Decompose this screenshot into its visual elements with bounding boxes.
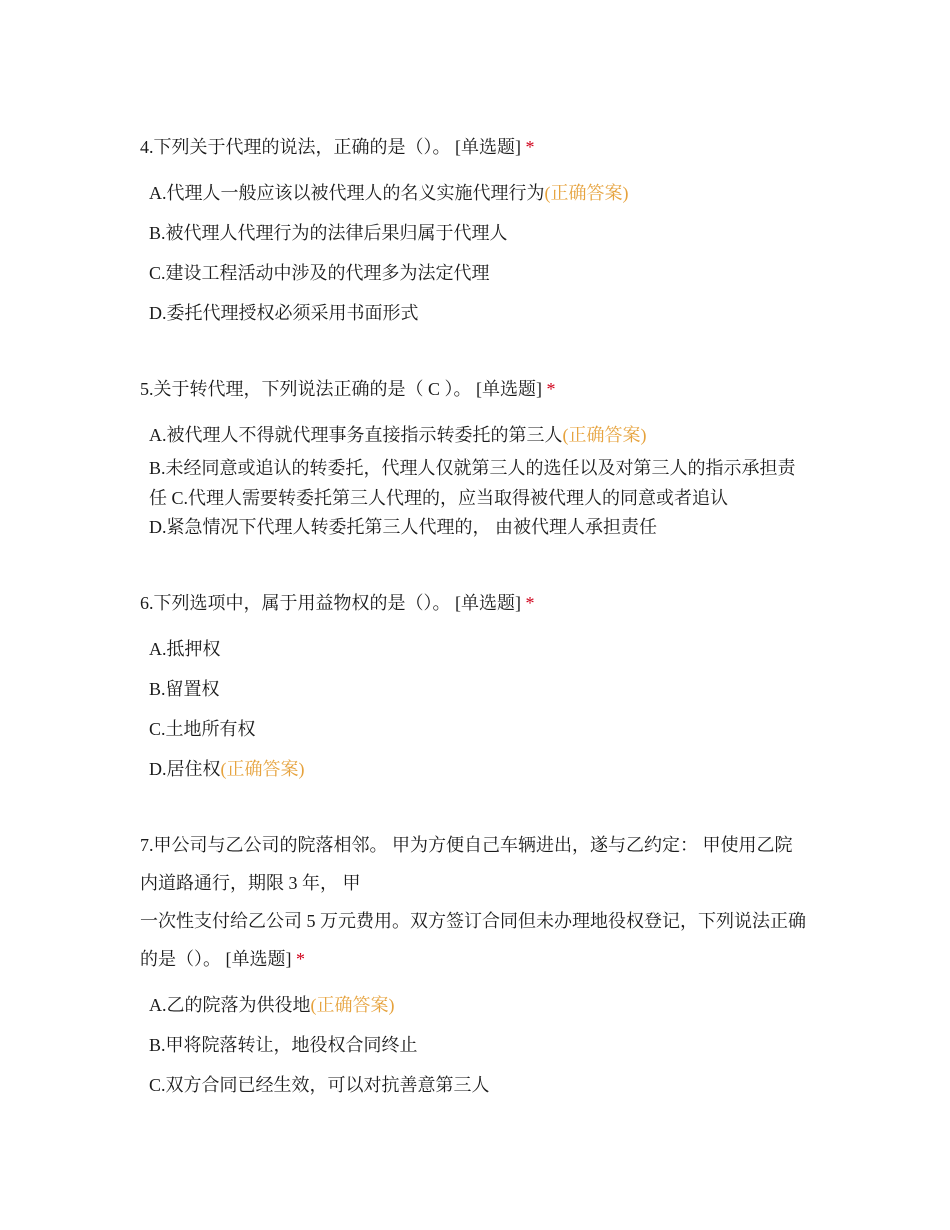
correct-answer-label: (正确答案) — [220, 759, 305, 779]
required-mark: * — [296, 949, 305, 969]
option-6d[interactable] — [149, 754, 819, 784]
option-6c[interactable] — [149, 714, 819, 744]
option-7c[interactable] — [149, 1070, 819, 1100]
option-4b[interactable] — [149, 218, 819, 248]
option-4d[interactable] — [149, 298, 819, 328]
question-6-title — [140, 584, 820, 622]
option-label: D.紧急情况下代理人转委托第三人代理的， 由被代理人承担责任 — [149, 517, 657, 537]
question-7-title-line2 — [140, 902, 820, 978]
option-label: D.居住权 — [149, 759, 221, 779]
option-7b[interactable] — [149, 1030, 819, 1060]
required-mark: * — [525, 137, 535, 157]
question-type-tag: [单选题] — [455, 137, 521, 157]
option-4a[interactable] — [149, 178, 819, 208]
question-type-tag: [单选题] — [225, 949, 292, 969]
correct-answer-label: (正确答案) — [310, 995, 395, 1015]
question-type-tag: [单选题] — [455, 593, 521, 613]
option-label: C.双方合同已经生效，可以对抗善意第三人 — [149, 1075, 490, 1095]
option-label: A.代理人一般应该以被代理人的名义实施代理行为 — [149, 183, 545, 203]
option-5a[interactable] — [149, 420, 819, 450]
option-label: D.委托代理授权必须采用书面形式 — [149, 303, 419, 323]
option-label: B.甲将院落转让，地役权合同终止 — [149, 1035, 418, 1055]
option-label: C.建设工程活动中涉及的代理多为法定代理 — [149, 263, 490, 283]
option-label: B.被代理人代理行为的法律后果归属于代理人 — [149, 223, 508, 243]
option-label: A.抵押权 — [149, 639, 221, 659]
option-label: A.乙的院落为供役地 — [149, 995, 311, 1015]
question-text: 7.甲公司与乙公司的院落相邻。 甲为方便自己车辆进出，遂与乙约定： 甲使用乙院内道路通行，期限 3 年， 甲 — [140, 835, 793, 893]
option-6a[interactable] — [149, 634, 819, 664]
required-mark: * — [525, 593, 535, 613]
question-text: 6.下列选项中，属于用益物权的是（）。 — [140, 593, 451, 613]
correct-answer-label: (正确答案) — [562, 425, 647, 445]
question-type-tag: [单选题] — [476, 379, 543, 399]
question-text: 5.关于转代理，下列说法正确的是（ C ）。 — [140, 379, 472, 399]
question-text: 一次性支付给乙公司 5 万元费用。双方签订合同但未办理地役权登记，下列说法正确的是（）。 — [140, 911, 806, 969]
option-label: B.未经同意或追认的转委托，代理人仅就第三人的选任以及对第三人的指示承担责任 C.代理人需要转委托第三人代理的，应当取得被代理人的同意或者追认 — [149, 458, 796, 508]
question-4-title — [140, 128, 820, 166]
option-5d[interactable] — [149, 512, 819, 542]
option-4c[interactable] — [149, 258, 819, 288]
question-5-title — [140, 370, 820, 408]
correct-answer-label: (正确答案) — [544, 183, 629, 203]
required-mark: * — [546, 379, 556, 399]
option-5b[interactable] — [149, 453, 809, 513]
option-6b[interactable] — [149, 674, 819, 704]
option-label: A.被代理人不得就代理事务直接指示转委托的第三人 — [149, 425, 563, 445]
question-text: 4.下列关于代理的说法，正确的是（）。 — [140, 137, 451, 157]
question-7-title-line1 — [140, 826, 800, 902]
option-label: C.土地所有权 — [149, 719, 256, 739]
option-label: B.留置权 — [149, 679, 220, 699]
option-7a[interactable] — [149, 990, 819, 1020]
